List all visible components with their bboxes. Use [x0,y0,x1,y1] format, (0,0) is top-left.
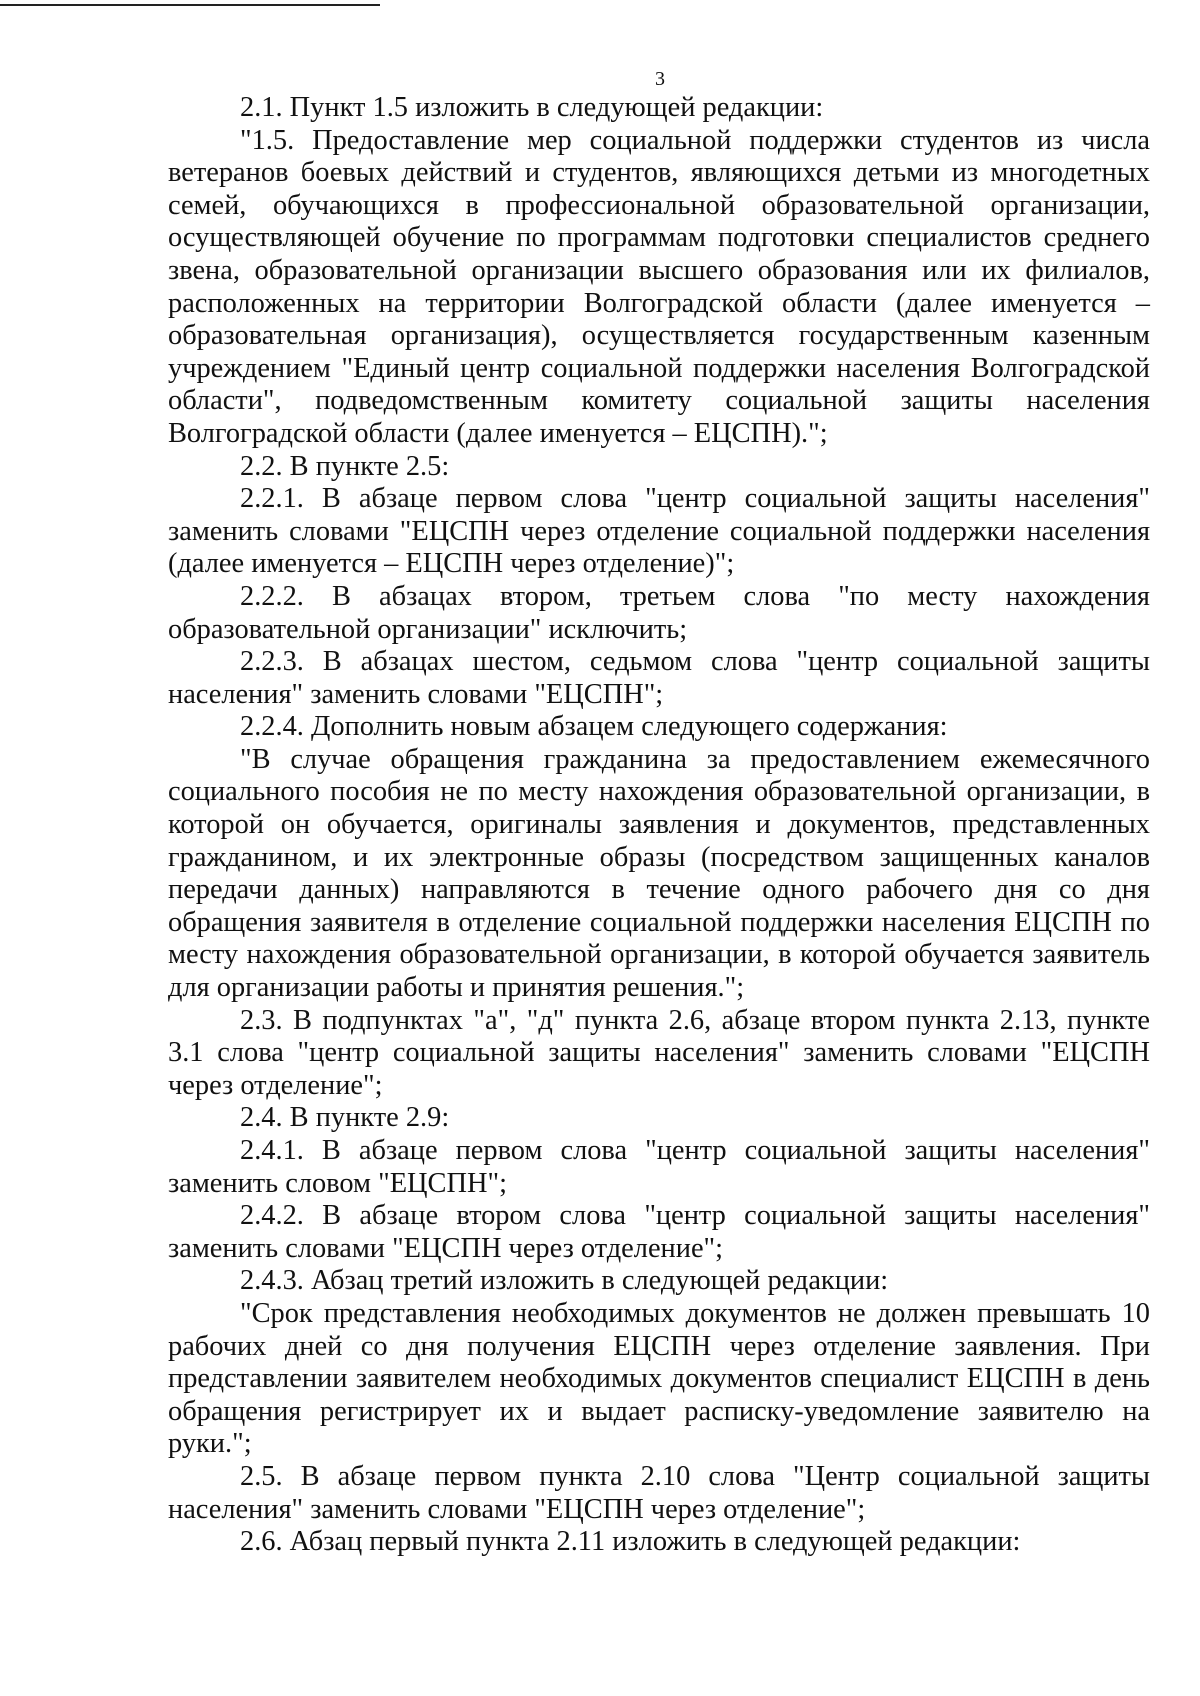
paragraph-2-2: 2.2. В пункте 2.5: [240,450,450,482]
paragraph-2-4-1: 2.4.1. В абзаце первом слова "центр социальной защиты населения" заменить словом "ЕЦСПН"; [168,1135,1150,1199]
paragraph-2-6: 2.6. Абзац первый пункта 2.11 изложить в следующей редакции: [240,1526,1021,1558]
paragraph-new-abzac: "В случае обращения гражданина за предоставлением ежемесячного социального пособия не по месту нахождения образовательной организации, в которой он обучается, оригиналы заявления и документов, представленных гражданином, и их электронные образы (посредством защищенных каналов передачи данных) направляются в течение одного рабочего дня со дня обращения заявителя в отделение социальной поддержки населения ЕЦСПН по месту нахождения образовательной организации, в которой обучается заявитель для организации работы и принятия решения."; [168,743,1150,1004]
paragraph-2-2-1: 2.2.1. В абзаце первом слова "центр социальной защиты населения" заменить словами "ЕЦСПН через отделение социальной поддержки населения (далее именуется – ЕЦСПН через отделение)"; [168,483,1150,580]
paragraph-2-4-3: 2.4.3. Абзац третий изложить в следующей редакции: [240,1265,889,1297]
document-body [168,92,1150,1559]
paragraph-2-4-2: 2.4.2. В абзаце втором слова "центр социальной защиты населения" заменить словами "ЕЦСПН через отделение"; [168,1200,1150,1264]
scan-border-line [0,4,380,6]
paragraph-2-2-2: 2.2.2. В абзацах втором, третьем слова "по месту нахождения образовательной организации" исключить; [168,580,1150,645]
paragraph-2-5: 2.5. В абзаце первом пункта 2.10 слова "Центр социальной защиты населения" заменить словами "ЕЦСПН через отделение"; [168,1460,1150,1525]
paragraph-2-4: 2.4. В пункте 2.9: [240,1102,450,1134]
paragraph-2-2-4: 2.2.4. Дополнить новым абзацем следующего содержания: [240,711,948,743]
page-number: 3 [655,68,665,90]
paragraph-2-1: 2.1. Пункт 1.5 изложить в следующей редакции: [240,92,824,123]
paragraph-2-2-3: 2.2.3. В абзацах шестом, седьмом слова "центр социальной защиты населения" заменить словами "ЕЦСПН"; [168,646,1150,710]
paragraph-srok-text: "Срок представления необходимых документов не должен превышать 10 рабочих дней со дня получения ЕЦСПН через отделение заявления. При представлении заявителем необходимых документов специалист ЕЦСПН в день обращения регистрирует их и выдает расписку-уведомление заявителю на руки."; [168,1297,1150,1460]
paragraph-2-3: 2.3. В подпунктах "а", "д" пункта 2.6, абзаце втором пункта 2.13, пункте 3.1 слова "центр социальной защиты населения" заменить словами "ЕЦСПН через отделение"; [168,1004,1150,1101]
paragraph-1-5-text: "1.5. Предоставление мер социальной поддержки студентов из числа ветеранов боевых действий и студентов, являющихся детьми из многодетных семей, обучающихся в профессиональной образовательной организации, осуществляющей обучение по программам подготовки специалистов среднего звена, образовательной организации высшего образования или их филиалов, расположенных на территории Волгоградской области (далее именуется – образовательная организация), осуществляется государственным казенным учреждением "Единый центр социальной поддержки населения Волгоградской области", подведомственным комитету социальной защиты населения Волгоградской области (далее именуется – ЕЦСПН)."; [168,124,1150,449]
